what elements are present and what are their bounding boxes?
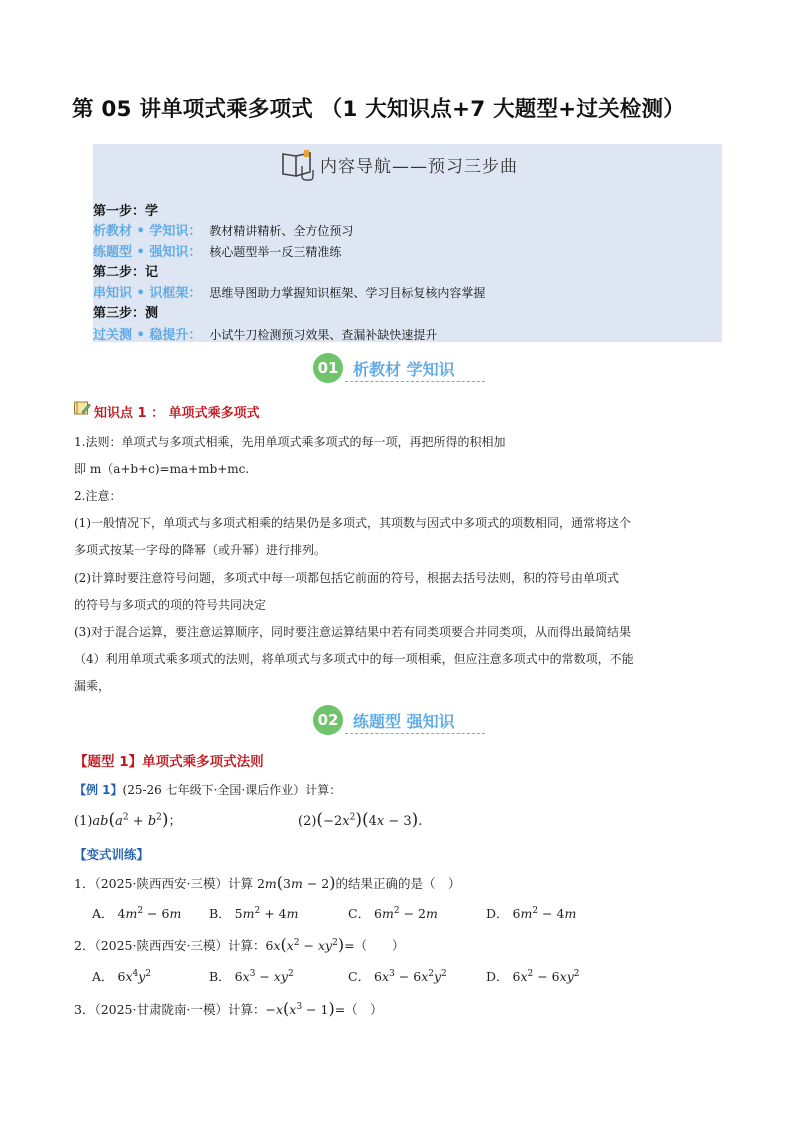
section-number-badge: 01 bbox=[313, 353, 343, 383]
question-source: （2025·陕西西安·三模） bbox=[94, 938, 228, 953]
step-text: 教材精讲精析、全方位预习 bbox=[209, 224, 354, 238]
option-label: B． bbox=[209, 906, 231, 921]
question-source: （2025·甘肃陇南·一模） bbox=[94, 1002, 228, 1017]
knowledge-line: 1.法则：单项式与多项式相乘，先用单项式乘多项式的每一项，再把所得的积相加 bbox=[74, 435, 506, 449]
q2-option-c: C． $6x^3 - 6x^2y^2$ bbox=[348, 968, 447, 984]
section-number-badge: 02 bbox=[313, 705, 343, 735]
paren: ) bbox=[161, 810, 169, 830]
option-label: C． bbox=[348, 906, 371, 921]
knowledge-line: （4）利用单项式乘多项式的法则，将单项式与多项式中的每一项相乘，但应注意多项式中的常数项，不能 bbox=[74, 652, 634, 666]
option-label: D． bbox=[486, 969, 509, 984]
paren: ( bbox=[108, 810, 116, 830]
question-number: 2． bbox=[74, 938, 95, 953]
knowledge-line: (1)一般情况下，单项式与多项式相乘的结果仍是多项式，其项数与因式中多项式的项数相同，通常将这个 bbox=[74, 516, 632, 530]
section-heading: 练题型 强知识 bbox=[353, 712, 455, 731]
step-tag: 过关测 • 稳提升： bbox=[93, 328, 202, 343]
step-tag: 析教材 • 学知识： bbox=[93, 224, 202, 239]
q1-option-b: B． $5m^2 + 4m$ bbox=[209, 905, 299, 921]
step-one-item-1 bbox=[93, 220, 353, 239]
page-title: 第 05 讲单项式乘多项式 （1 大知识点+7 大题型+过关检测） bbox=[72, 97, 685, 122]
step-one-title: 第一步：学 bbox=[93, 204, 159, 219]
math-expression: b bbox=[147, 814, 157, 829]
option-label: D． bbox=[486, 906, 509, 921]
knowledge-line: 的符号与多项式的项的符号共同决定 bbox=[74, 598, 267, 612]
question-type-title: 【题型 1】单项式乘多项式法则 bbox=[74, 754, 264, 770]
step-three-title: 第三步：测 bbox=[93, 306, 159, 321]
q2-option-b: B． $6x^3 - xy^2$ bbox=[209, 968, 294, 984]
step-tag: 串知识 • 识框架： bbox=[93, 286, 202, 301]
step-two-title: 第二步：记 bbox=[93, 265, 159, 280]
book-pointer-icon bbox=[280, 148, 318, 182]
step-two-item-1 bbox=[93, 282, 485, 301]
q1-option-c: C． $6m^2 - 2m$ bbox=[348, 905, 438, 921]
step-text: 小试牛刀检测预习效果、查漏补缺快速提升 bbox=[209, 328, 438, 342]
option-label: C． bbox=[348, 969, 371, 984]
option-label: B． bbox=[209, 969, 231, 984]
question-3: 3．（2025·甘肃陇南·一模）计算：$-x(x^3 - 1)=$（ ） bbox=[74, 999, 383, 1018]
question-text: 的结果正确的是（ ） bbox=[335, 876, 461, 891]
navigation-heading bbox=[280, 148, 540, 182]
example-text: (25-26 七年级下·全国·课后作业）计算： bbox=[122, 783, 342, 797]
example-tag: 【例 1】 bbox=[74, 783, 123, 797]
knowledge-line: (2)计算时要注意符号问题，多项式中每一项都包括它前面的符号，根据去括号法则，积的符号由单项式 bbox=[74, 571, 620, 585]
q2-option-a: A． $6x^4y^2$ bbox=[92, 968, 152, 984]
step-one-item-2 bbox=[93, 241, 341, 260]
math-expression: ab bbox=[92, 814, 109, 829]
example-line bbox=[74, 781, 341, 798]
step-text: 思维导图助力掌握知识框架、学习目标复核内容掌握 bbox=[209, 286, 486, 300]
question-text: 计算： bbox=[227, 938, 266, 953]
step-text: 核心题型举一反三精准练 bbox=[209, 245, 342, 259]
knowledge-line: 多项式按某一字母的降幂（或升幂）进行排列。 bbox=[74, 543, 327, 557]
section-underline bbox=[345, 381, 485, 382]
step-three-item-1 bbox=[93, 324, 437, 343]
example-part-1: $(1)ab(a^2 + b^2)$； bbox=[74, 810, 182, 830]
section-underline bbox=[345, 733, 485, 734]
section-heading: 析教材 学知识 bbox=[353, 360, 455, 379]
question-text: 计算： bbox=[227, 1002, 266, 1017]
knowledge-line: 2.注意： bbox=[74, 489, 122, 503]
question-text: =（ ） bbox=[344, 938, 405, 953]
knowledge-line: 即 m（a+b+c)=ma+mb+mc. bbox=[74, 462, 250, 476]
math-expression: a bbox=[115, 814, 123, 829]
knowledge-line: 漏乘， bbox=[74, 679, 111, 693]
option-label: A． bbox=[92, 906, 114, 921]
part-label: (2) bbox=[298, 814, 317, 829]
q2-option-d: D． $6x^2 - 6xy^2$ bbox=[486, 968, 580, 984]
question-text: 计算 bbox=[227, 876, 253, 891]
question-source: （2025·陕西西安·三模） bbox=[94, 876, 228, 891]
knowledge-point-title: 知识点 1 ： 单项式乘多项式 bbox=[94, 406, 260, 421]
question-number: 3． bbox=[74, 1002, 95, 1017]
option-label: A． bbox=[92, 969, 114, 984]
q1-option-d: D． $6m^2 - 4m$ bbox=[486, 905, 577, 921]
example-part-2: $(2)(-2x^2)(4x - 3)$. bbox=[298, 810, 423, 830]
question-text: =（ ） bbox=[334, 1002, 383, 1017]
variant-training-title: 【变式训练】 bbox=[74, 847, 150, 862]
question-1: 1．（2025·陕西西安·三模）计算 2m(3m − 2)的结果正确的是（ ） bbox=[74, 873, 461, 892]
q1-option-a: A． $4m^2 - 6m$ bbox=[92, 905, 182, 921]
part-label: (1) bbox=[74, 814, 93, 829]
notebook-pencil-icon bbox=[74, 401, 91, 415]
question-2: 2．（2025·陕西西安·三模）计算：$6x(x^2 - xy^2)=$（ ） bbox=[74, 935, 405, 954]
knowledge-line: (3)对于混合运算，要注意运算顺序，同时要注意运算结果中若有同类项要合并同类项，从而得出最简结果 bbox=[74, 625, 632, 639]
step-tag: 练题型 • 强知识： bbox=[93, 245, 202, 260]
question-number: 1． bbox=[74, 876, 95, 891]
navigation-heading-text: 内容导航——预习三步曲 bbox=[320, 157, 518, 177]
